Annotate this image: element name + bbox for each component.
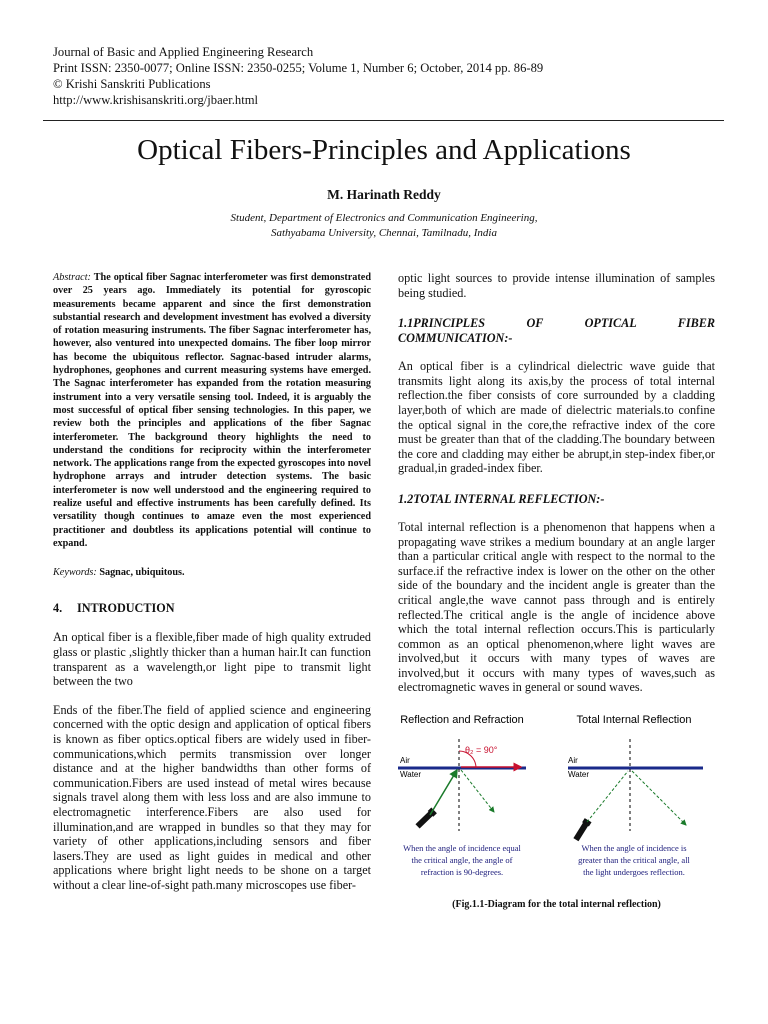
abstract [53,271,371,550]
abstract-label: Abstract: [53,272,91,283]
intro-paragraph-1: An optical fiber is a flexible,fiber made of high quality extruded glass or plastic ,slightly thicker than a human hair.It can function transparent as a wavelength,or light pipe to transmit light between the two [53,630,371,689]
section-1-1-text: An optical fiber is a cylindrical dielectric wave guide that transmits light along its axis,by the process of total internal reflection.the fiber consists of core surrounded by a cladding layer,both of which are made of dielectric materials.to confine the optical signal in the core,the refractive index of the core must be greater than that of the cladding.The boundary between the core and cladding may either be abrupt,in step-index fiber,or gradual,in graded-index fiber. [398,359,715,476]
figure-caption: (Fig.1.1-Diagram for the total internal reflection) [452,899,661,910]
journal-publisher: © Krishi Sanskriti Publications [53,77,211,91]
keywords [53,566,371,581]
right-column [398,271,715,709]
fig-left-caption-2: the critical angle, the angle of [411,855,513,865]
tir-diagram [398,711,708,897]
paper-title: Optical Fibers-Principles and Applications [137,134,631,166]
fig-right-reflected-ray [632,771,686,825]
fig-angle-label: θ₂ = 90° [465,745,498,755]
fig-right-caption-1: When the angle of incidence is [581,843,687,853]
introduction-heading [53,601,371,616]
fig-right-incident-ray [587,771,628,822]
journal-header [53,44,543,108]
fig-left-caption-3: refraction is 90-degrees. [420,867,504,877]
section-1-2-text: Total internal reflection is a phenomenon that happens when a propagating wave strikes a medium boundary at an angle larger than a particular critical angle with respect to the normal to the surface.if the refractive index is lower on the other on the other side of the boundary and the incident angle is greater than the critical angle,the wave cannot pass through and is entirely reflected.The critical angle is the angle of incidence above which the total internal reflection occurs.This is particularly common as an optical phenomenon,where light waves are involved,but it occurs with many types of waves are involved,but it occurs with many types of waves,such as electromagnetic waves in general or sound waves. [398,519,715,695]
section-1-2-heading: 1.2TOTAL INTERNAL REFLECTION:- [398,491,605,506]
fig-right-title: Total Internal Reflection [576,714,692,726]
author-affiliation [0,211,768,241]
fig-left-caption-1: When the angle of incidence equal [403,843,521,853]
journal-name: Journal of Basic and Applied Engineering Research [53,45,314,59]
fig-right-air-label: Air [568,756,578,765]
section-1-1-heading: 1.1PRINCIPLES OF OPTICAL FIBER COMMUNICATION:- [398,316,715,346]
fig-right-water-label: Water [568,770,590,779]
fig-left-air-label: Air [400,756,410,765]
intro-paragraph-2: Ends of the fiber.The field of applied science and engineering concerned with the optic design and application of optical fibers is known as fiber optics.optical fibers are widely used in fiber-communications,which permits transmission over longer distance and at the higher bandwidths than other forms of communication.Fibers are used instead of metal wires because signals travel along them with less loss and are also immune to electromagnetic interference.Fibers are also used for illumination,and are wrapped in bundles so that they may for variety of other applications,including sensors and fiber lasers.They are used as light guides in medical and other applications where bright light needs to be shone on a target without a clear line-of-sight path.many microscopes use fiber- [53,702,371,892]
flashlight-icon [415,808,437,830]
paper-author: M. Harinath Reddy [327,187,441,202]
journal-url[interactable]: http://www.krishisanskriti.org/jbaer.html [53,93,258,107]
fig-left-water-label: Water [400,770,422,779]
affiliation-line-1: Student, Department of Electronics and Communication Engineering, [230,212,538,224]
fig-right-caption-3: the light undergoes reflection. [583,867,685,877]
keywords-text: Sagnac, ubiquitous. [99,567,185,579]
section-title: INTRODUCTION [77,600,175,615]
header-divider [43,120,724,121]
flashlight-icon [573,818,592,842]
affiliation-line-2: Sathyabama University, Chennai, Tamilnadu, India [270,227,497,239]
fig-right-caption-2: greater than the critical angle, all [578,855,690,865]
abstract-text: The optical fiber Sagnac interferometer was first demonstrated over 25 years ago. Immediately its potential for gyroscopic measurements became apparent and since the first demonstration substantial research and development investment has evolved a diversity of rotation measuring instruments. The fiber Sagnac interferometer has, however, also ventured into unexpected domains. The fiber loop mirror has become the ubiquitous reflector. Sagnac-based intruder alarms, hydrophones, geophones and current measuring systems have emerged. The Sagnac interferometer has expanded from the rotation measuring instrument into a very versatile sensing tool. Indeed, it is arguably the most successful of optical fiber sensing technologies. In this paper, we review both the principles and applications of the fiber Sagnac interferometer. The background theory highlights the need to understand the conditions for reciprocity within the interferometer network. The applications range from the expected gyroscopes into novel hydrophone arrays and intruder detection systems. The basic interferometer is now well understood and the engineering required to realize useful and effective instruments has been carefully defined. Its versatility though continues to amaze even the most experienced practitioner and doubtless its applications potential will continue to expand. [53,272,371,549]
left-column [53,271,371,907]
fig-left-reflected-ray [461,770,494,812]
section-number: 4. [53,600,63,615]
keywords-label: Keywords: [53,567,97,579]
fig-left-incident-ray [430,770,457,815]
intro-continuation: optic light sources to provide intense illumination of samples being studied. [398,271,715,300]
fig-left-title: Reflection and Refraction [400,714,524,726]
journal-issn: Print ISSN: 2350-0077; Online ISSN: 2350-0255; Volume 1, Number 6; October, 2014 pp. 86-89 [53,61,544,75]
